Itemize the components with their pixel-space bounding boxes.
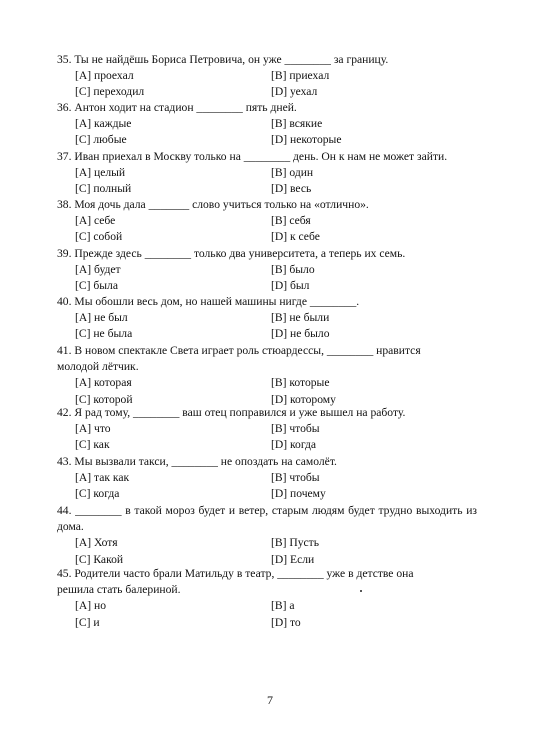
- option-row: [57, 165, 477, 181]
- option-d: [D] был: [271, 279, 310, 293]
- option-b: [B] приехал: [271, 69, 330, 83]
- option-a: [A] проехал: [75, 69, 134, 83]
- option-d: [D] Если: [271, 552, 315, 566]
- question-stem: 38. Моя дочь дала _______ слово учиться только на «отлично».: [57, 198, 369, 211]
- question-39: [57, 246, 477, 295]
- question-38: [57, 197, 477, 246]
- option-row: [57, 375, 452, 391]
- option-c: [C] не была: [75, 327, 133, 341]
- option-row: [57, 437, 477, 453]
- option-row: [57, 213, 477, 229]
- option-b: [B] не были: [271, 311, 330, 325]
- question-43: [57, 454, 477, 503]
- scan-speck: [360, 590, 362, 592]
- question-stem: 44. ________ в такой мороз будет и ветер, старым людям будет трудно выходить из дома.: [57, 504, 477, 534]
- option-row: [57, 615, 442, 631]
- option-d: [D] когда: [271, 438, 317, 452]
- question-stem: 41. В новом спектакле Света играет роль стюардессы, ________ нравится молодой лётчик.: [57, 344, 421, 374]
- option-row: [57, 229, 477, 245]
- option-b: [B] себя: [271, 214, 311, 228]
- option-row: [57, 598, 442, 614]
- option-row: [57, 470, 477, 486]
- option-row: [57, 278, 477, 294]
- option-d: [D] некоторые: [271, 133, 342, 147]
- option-d: [D] которому: [271, 392, 336, 406]
- option-row: [57, 116, 477, 132]
- option-b: [B] один: [271, 166, 314, 180]
- option-row: [57, 535, 477, 551]
- question-stem: 43. Мы вызвали такси, ________ не опоздать на самолёт.: [57, 455, 337, 468]
- option-row: [57, 421, 477, 437]
- question-36: [57, 100, 477, 149]
- option-d: [D] не было: [271, 327, 330, 341]
- option-row: [57, 486, 477, 502]
- question-stem: 35. Ты не найдёшь Бориса Петровича, он уже ________ за границу.: [57, 53, 389, 66]
- question-stem: 36. Антон ходит на стадион ________ пять дней.: [57, 101, 297, 114]
- option-c: [C] когда: [75, 487, 120, 501]
- option-d: [D] почему: [271, 487, 326, 501]
- option-row: [57, 68, 477, 84]
- option-a: [A] будет: [75, 263, 121, 277]
- option-a: [A] себе: [75, 214, 116, 228]
- option-row: [57, 132, 477, 148]
- question-stem: 39. Прежде здесь ________ только два университета, а теперь их семь.: [57, 247, 406, 260]
- option-d: [D] уехал: [271, 85, 318, 99]
- option-row: [57, 181, 477, 197]
- option-d: [D] весь: [271, 182, 312, 196]
- option-a: [A] Хотя: [75, 536, 118, 550]
- option-b: [B] всякие: [271, 117, 323, 131]
- page-number: 7: [267, 693, 273, 707]
- question-stem: 42. Я рад тому, ________ ваш отец поправился и уже вышел на работу.: [57, 406, 406, 419]
- option-a: [A] целый: [75, 166, 126, 180]
- option-d: [D] к себе: [271, 230, 320, 244]
- question-44: [57, 503, 477, 568]
- question-stem: 40. Мы обошли весь дом, но нашей машины нигде ________.: [57, 295, 360, 308]
- question-41: [57, 343, 452, 408]
- option-row: [57, 326, 477, 342]
- option-c: [C] любые: [75, 133, 127, 147]
- option-c: [C] собой: [75, 230, 123, 244]
- question-stem: 45. Родители часто брали Матильду в театр, ________ уже в детстве она решила стать балериной.: [57, 567, 414, 597]
- option-row: [57, 262, 477, 278]
- question-42: [57, 405, 477, 454]
- option-b: [B] чтобы: [271, 422, 320, 436]
- option-a: [A] не был: [75, 311, 128, 325]
- option-c: [C] и: [75, 615, 100, 629]
- option-b: [B] чтобы: [271, 471, 320, 485]
- option-c: [C] переходил: [75, 85, 145, 99]
- question-45: [57, 566, 442, 631]
- option-a: [A] которая: [75, 376, 132, 390]
- option-b: [B] Пусть: [271, 536, 320, 550]
- option-a: [A] но: [75, 599, 106, 613]
- option-row: [57, 84, 477, 100]
- option-a: [A] так как: [75, 471, 130, 485]
- question-37: [57, 149, 477, 198]
- option-b: [B] было: [271, 263, 315, 277]
- question-stem: 37. Иван приехал в Москву только на ________ день. Он к нам не может зайти.: [57, 150, 448, 163]
- question-40: [57, 294, 477, 343]
- option-b: [B] которые: [271, 376, 330, 390]
- question-35: [57, 52, 477, 101]
- option-c: [C] как: [75, 438, 110, 452]
- option-b: [B] а: [271, 599, 295, 613]
- option-c: [C] Какой: [75, 552, 124, 566]
- option-d: [D] то: [271, 615, 301, 629]
- option-a: [A] каждые: [75, 117, 132, 131]
- option-row: [57, 310, 477, 326]
- option-c: [C] полный: [75, 182, 132, 196]
- option-c: [C] которой: [75, 392, 133, 406]
- option-c: [C] была: [75, 279, 118, 293]
- option-a: [A] что: [75, 422, 111, 436]
